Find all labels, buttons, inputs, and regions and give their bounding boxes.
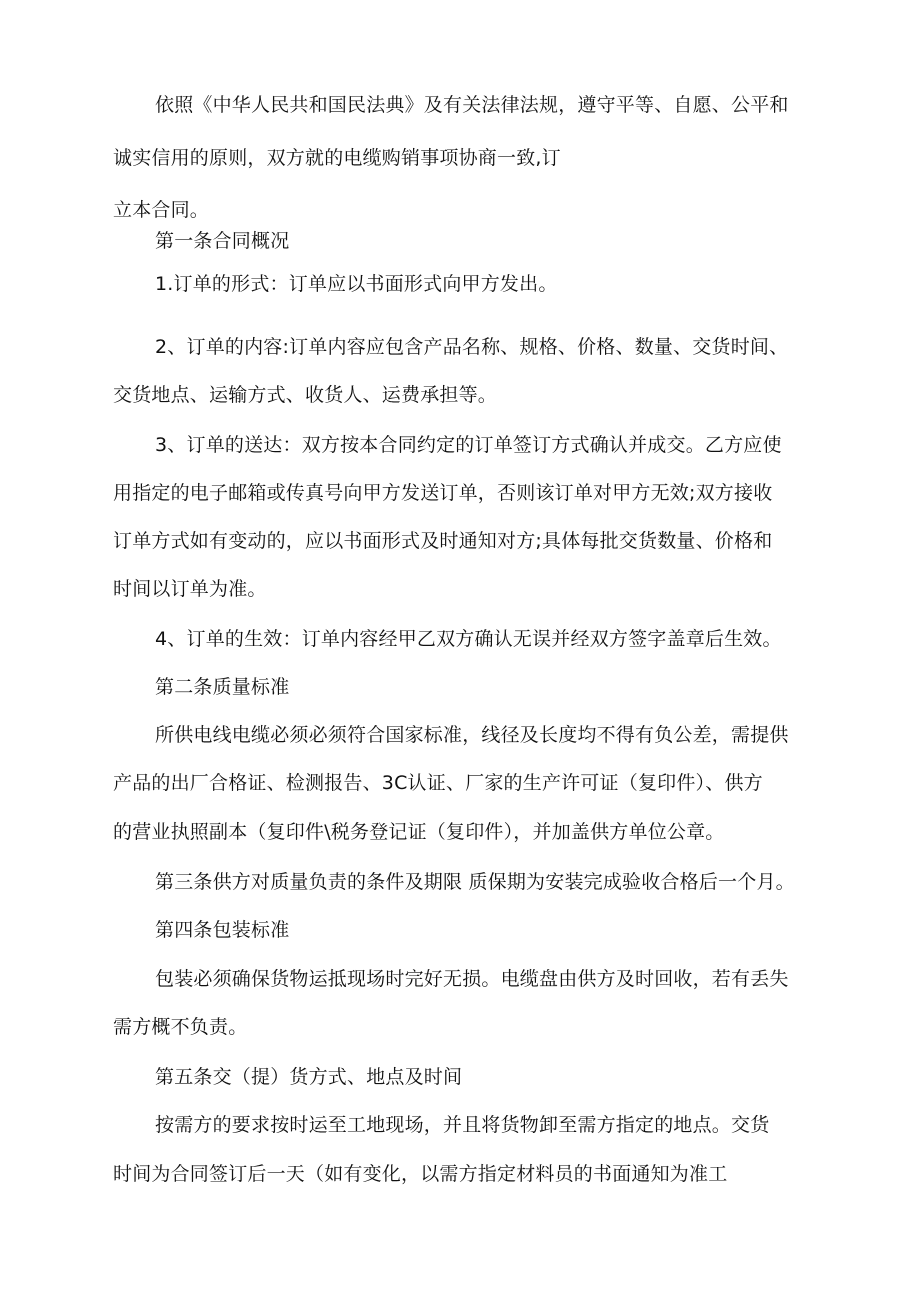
order-effective-clause: 4、订单的生效：订单内容经甲乙双方确认无误并经双方签字盖章后生效。 (155, 628, 782, 650)
article-2-heading: 第二条质量标准 (155, 676, 290, 698)
order-delivery-clause-line-2: 用指定的电子邮箱或传真号向甲方发送订单，否则该订单对甲方无效;双方接收 (113, 482, 773, 504)
quality-standard-line-1: 所供电线电缆必须必须符合国家标准，线径及长度均不得有负公差，需提供 (155, 724, 789, 746)
order-content-clause-line-1: 2、订单的内容:订单内容应包含产品名称、规格、价格、数量、交货时间、 (155, 336, 789, 358)
quality-standard-line-2: 产品的出厂合格证、检测报告、3C认证、厂家的生产许可证（复印件）、供方 (113, 772, 763, 794)
quality-standard-line-3: 的营业执照副本（复印件\税务登记证（复印件），并加盖供方单位公章。 (113, 821, 725, 843)
packaging-line-2: 需方概不负责。 (113, 1016, 248, 1038)
article-5-heading: 第五条交（提）货方式、地点及时间 (155, 1066, 463, 1088)
article-4-heading: 第四条包装标准 (155, 919, 290, 941)
intro-line-1: 依照《中华人民共和国民法典》及有关法律法规，遵守平等、自愿、公平和 (155, 94, 789, 116)
order-delivery-clause-line-4: 时间以订单为准。 (113, 578, 267, 600)
delivery-line-2: 时间为合同签订后一天（如有变化，以需方指定材料员的书面通知为准工 (113, 1163, 728, 1185)
order-delivery-clause-line-1: 3、订单的送达：双方按本合同约定的订单签订方式确认并成交。乙方应使 (155, 434, 782, 456)
order-content-clause-line-2: 交货地点、运输方式、收货人、运费承担等。 (113, 384, 498, 406)
packaging-line-1: 包装必须确保货物运抵现场时完好无损。电缆盘由供方及时回收，若有丢失 (155, 968, 789, 990)
order-form-clause: 1.订单的形式：订单应以书面形式向甲方发出。 (155, 273, 558, 295)
delivery-line-1: 按需方的要求按时运至工地现场，并且将货物卸至需方指定的地点。交货 (155, 1114, 770, 1136)
article-3-text: 第三条供方对质量负责的条件及期限 质保期为安装完成验收合格后一个月。 (155, 871, 795, 893)
intro-line-3: 立本合同。 (113, 199, 210, 221)
intro-line-2: 诚实信用的原则，双方就的电缆购销事项协商一致,订 (113, 147, 561, 169)
article-1-heading: 第一条合同概况 (155, 230, 290, 252)
order-delivery-clause-line-3: 订单方式如有变动的，应以书面形式及时通知对方;具体每批交货数量、价格和 (113, 530, 773, 552)
